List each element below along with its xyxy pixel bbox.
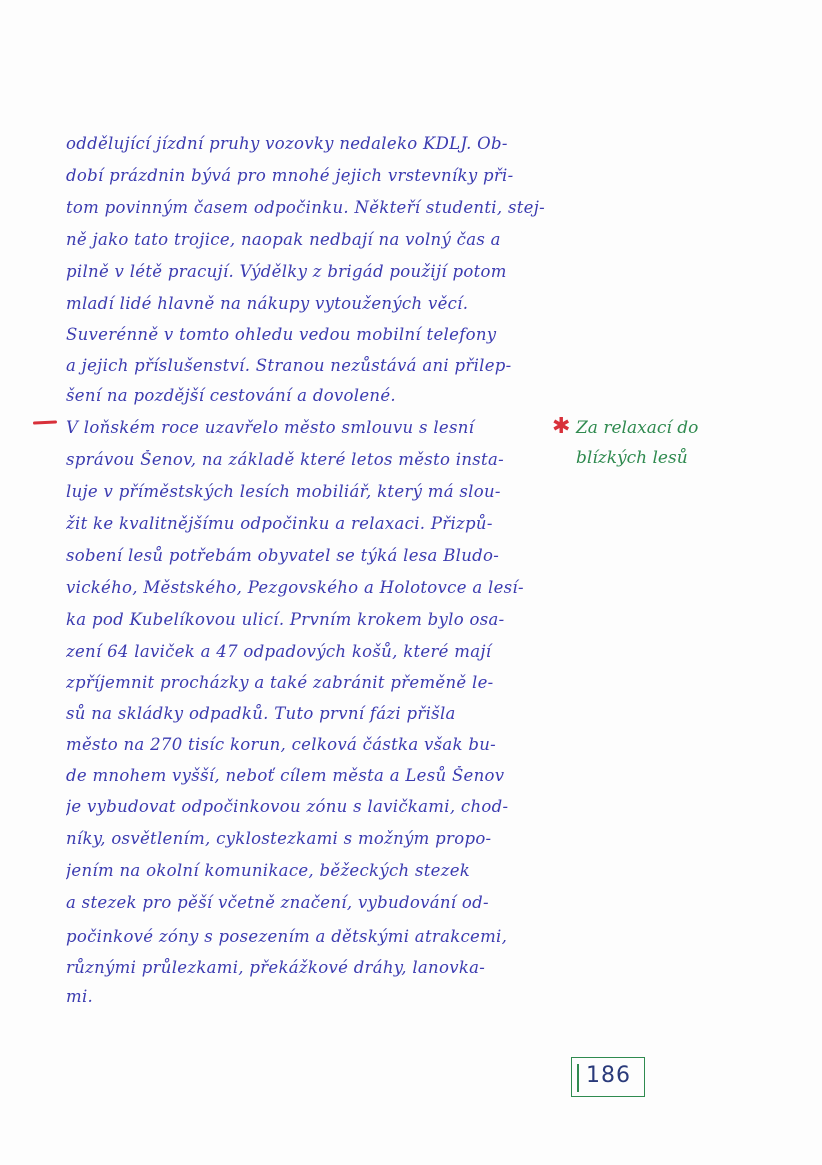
text-line: Suverénně v tomto ohledu vedou mobilní telefony: [66, 325, 497, 344]
text-line: sobení lesů potřebám obyvatel se týká lesa Bludo-: [66, 546, 500, 565]
text-line: jením na okolní komunikace, běžeckých stezek: [66, 861, 471, 880]
text-line: mladí lidé hlavně na nákupy vytoužených věcí.: [66, 294, 469, 313]
text-line: vického, Městského, Pezgovského a Holotovce a lesí-: [66, 578, 524, 597]
text-line: ka pod Kubelíkovou ulicí. Prvním krokem bylo osa-: [66, 610, 505, 629]
insertion-mark: [33, 420, 57, 424]
text-line: počinkové zóny s posezením a dětskými atrakcemi,: [66, 927, 508, 946]
page-number-bar: [577, 1064, 579, 1092]
text-line: luje v příměstských lesích mobiliář, který má slou-: [66, 482, 501, 501]
text-line: šení na pozdější cestování a dovolené.: [66, 386, 396, 405]
text-line: správou Šenov, na základě které letos město insta-: [66, 450, 504, 469]
text-line: de mnohem vyšší, neboť cílem města a Lesů Šenov: [66, 766, 505, 785]
text-line: ně jako tato trojice, naopak nedbají na volný čas a: [66, 230, 501, 249]
text-line: různými průlezkami, překážkové dráhy, lanovka-: [66, 958, 486, 977]
text-line: tom povinným časem odpočinku. Někteří studenti, stej-: [66, 198, 546, 217]
page-number-box: [571, 1057, 645, 1097]
margin-note-line-2: blízkých lesů: [576, 448, 688, 468]
text-line: a stezek pro pěší včetně značení, vybudování od-: [66, 893, 489, 912]
page-number: 186: [586, 1063, 631, 1088]
asterisk-icon: ✱: [552, 414, 571, 439]
text-line: zpříjemnit procházky a také zabránit přeměně le-: [66, 673, 494, 692]
text-line: zení 64 laviček a 47 odpadových košů, které mají: [66, 642, 492, 661]
text-line: žit ke kvalitnějšímu odpočinku a relaxaci. Přizpů-: [66, 514, 493, 533]
text-line: oddělující jízdní pruhy vozovky nedaleko KDLJ. Ob-: [66, 134, 508, 153]
margin-note-line-1: Za relaxací do: [576, 418, 699, 438]
text-line: níky, osvětlením, cyklostezkami s možným propo-: [66, 829, 492, 848]
text-line: a jejich příslušenství. Stranou nezůstává ani přilep-: [66, 356, 512, 375]
text-line: sů na skládky odpadků. Tuto první fázi přišla: [66, 704, 456, 723]
text-line: mi.: [66, 987, 94, 1006]
text-line: dobí prázdnin bývá pro mnohé jejich vrstevníky při-: [66, 166, 514, 185]
text-line: město na 270 tisíc korun, celková částka však bu-: [66, 735, 497, 754]
text-line: V loňském roce uzavřelo město smlouvu s lesní: [66, 418, 475, 437]
text-line: pilně v létě pracují. Výdělky z brigád použijí potom: [66, 262, 507, 281]
text-line: je vybudovat odpočinkovou zónu s lavičkami, chod-: [66, 797, 509, 816]
